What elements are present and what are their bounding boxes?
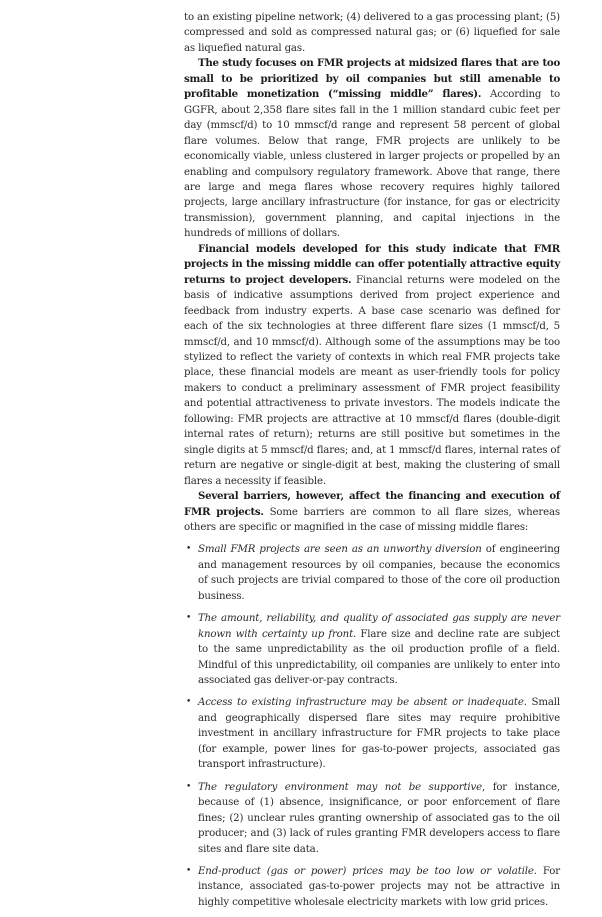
list-item-lead: Small FMR projects are seen as an unworthy diversion [198,544,482,556]
list-item-lead: The amount, reliability, and quality of associated gas supply are never known with certainty up front [198,613,560,640]
list-item-lead: The regulatory environment may not be supportive [198,781,483,793]
bullet-icon: • [186,781,192,792]
bullet-icon: • [186,697,192,708]
list-item-text: of engineering and management resources by oil companies, because the economics of such projects are trivial compared to those of the core oil production business. [198,544,560,602]
list-item-text: . Flare size and decline rate are subject to the same unpredictability as the oil production profile of a field. Mindful of this unpredictability, oil companies are unlikely to enter into associated gas deliver-or-pay contracts. [198,628,560,687]
intro-continuation: to an existing pipeline network; (4) delivered to a gas processing plant; (5) compressed and sold as compressed natural gas; or (6) liquefied for sale as liquefied natural gas. [184,12,560,54]
list-item [184,695,560,772]
list-item-lead: End-product (gas or power) prices may be too low or volatile [198,866,534,878]
list-item [184,611,560,688]
list-item [184,542,560,604]
list-item-text: . Small and geographically dispersed flare sites may require prohibitive investment in ancillary infrastructure for FMR projects to take place (for example, power lines for gas-to-power projects, associated gas transport infrastructure). [198,697,560,771]
paragraph-body: According to GGFR, about 2,358 flare sites fall in the 1 million standard cubic feet per day (mmscf/d) to 10 mmscf/d range and represent 58 percent of global flare volumes. Below that range, FMR projects are unlikely to be economically viable, unless clustered in larger projects or propelled by an enabling and compulsory regulatory framework. Above that range, there are large and mega flares whose recovery requires highly tailored projects, large ancillary infrastructure (for instance, for gas or electricity transmission), government planning, and capital injections in the hundreds of millions of dollars. [184,89,561,240]
list-item [184,780,560,857]
paragraph-lead: Several barriers, however, affect the financing and execution of FMR projects. [184,490,560,518]
paragraph-lead: Financial models developed for this study indicate that FMR projects in the missing middle can offer potentially attractive equity returns to project developers. [184,242,560,286]
list-item-lead: Access to existing infrastructure may be absent or inadequate [198,697,524,709]
paragraph-financial-models [184,242,560,489]
document-page [184,10,560,917]
bullet-icon: • [186,544,192,555]
bullet-icon: • [186,613,192,624]
list-item [184,864,560,910]
paragraph-missing-middle [184,56,560,241]
barriers-list [184,542,560,910]
paragraph-barriers [184,489,560,535]
paragraph-body: Some barriers are common to all flare sizes, whereas others are specific or magnified in the case of missing middle flares: [184,506,560,533]
paragraph-lead: The study focuses on FMR projects at midsized flares that are too small to be prioritized by oil companies but still amenable to profitable monetization (“missing middle” flares). [184,57,560,101]
list-item-text: , for instance, because of (1) absence, insignificance, or poor enforcement of flare fines; (2) unclear rules granting ownership of associated gas to the oil producer; and (3) lack of rules granting FMR developers access to flare sites and flare site data. [198,781,560,855]
list-item-text: . For instance, associated gas-to-power projects may not be attractive in highly competitive wholesale electricity markets with low grid prices. [198,866,560,908]
bullet-icon: • [186,866,192,877]
paragraph-body: Financial returns were modeled on the basis of indicative assumptions derived from project experience and feedback from industry experts. A base case scenario was defined for each of the six technologies at three different flare sizes (1 mmscf/d, 5 mmscf/d, and 10 mmscf/d). Although some of the assumptions may be too stylized to reflect the variety of contexts in which real FMR projects take place, these financial models are meant as user-friendly tools for policy makers to conduct a preliminary assessment of FMR project feasibility and potential attractiveness to private investors. The models indicate the following: FMR projects are attractive at 10 mmscf/d flares (double-digit internal rates of return); returns are still positive but sometimes in the single digits at 5 mmscf/d flares; and, at 1 mmscf/d flares, internal rates of return are negative or single-digit at best, making the clustering of small flares a necessity if feasible. [184,274,560,487]
